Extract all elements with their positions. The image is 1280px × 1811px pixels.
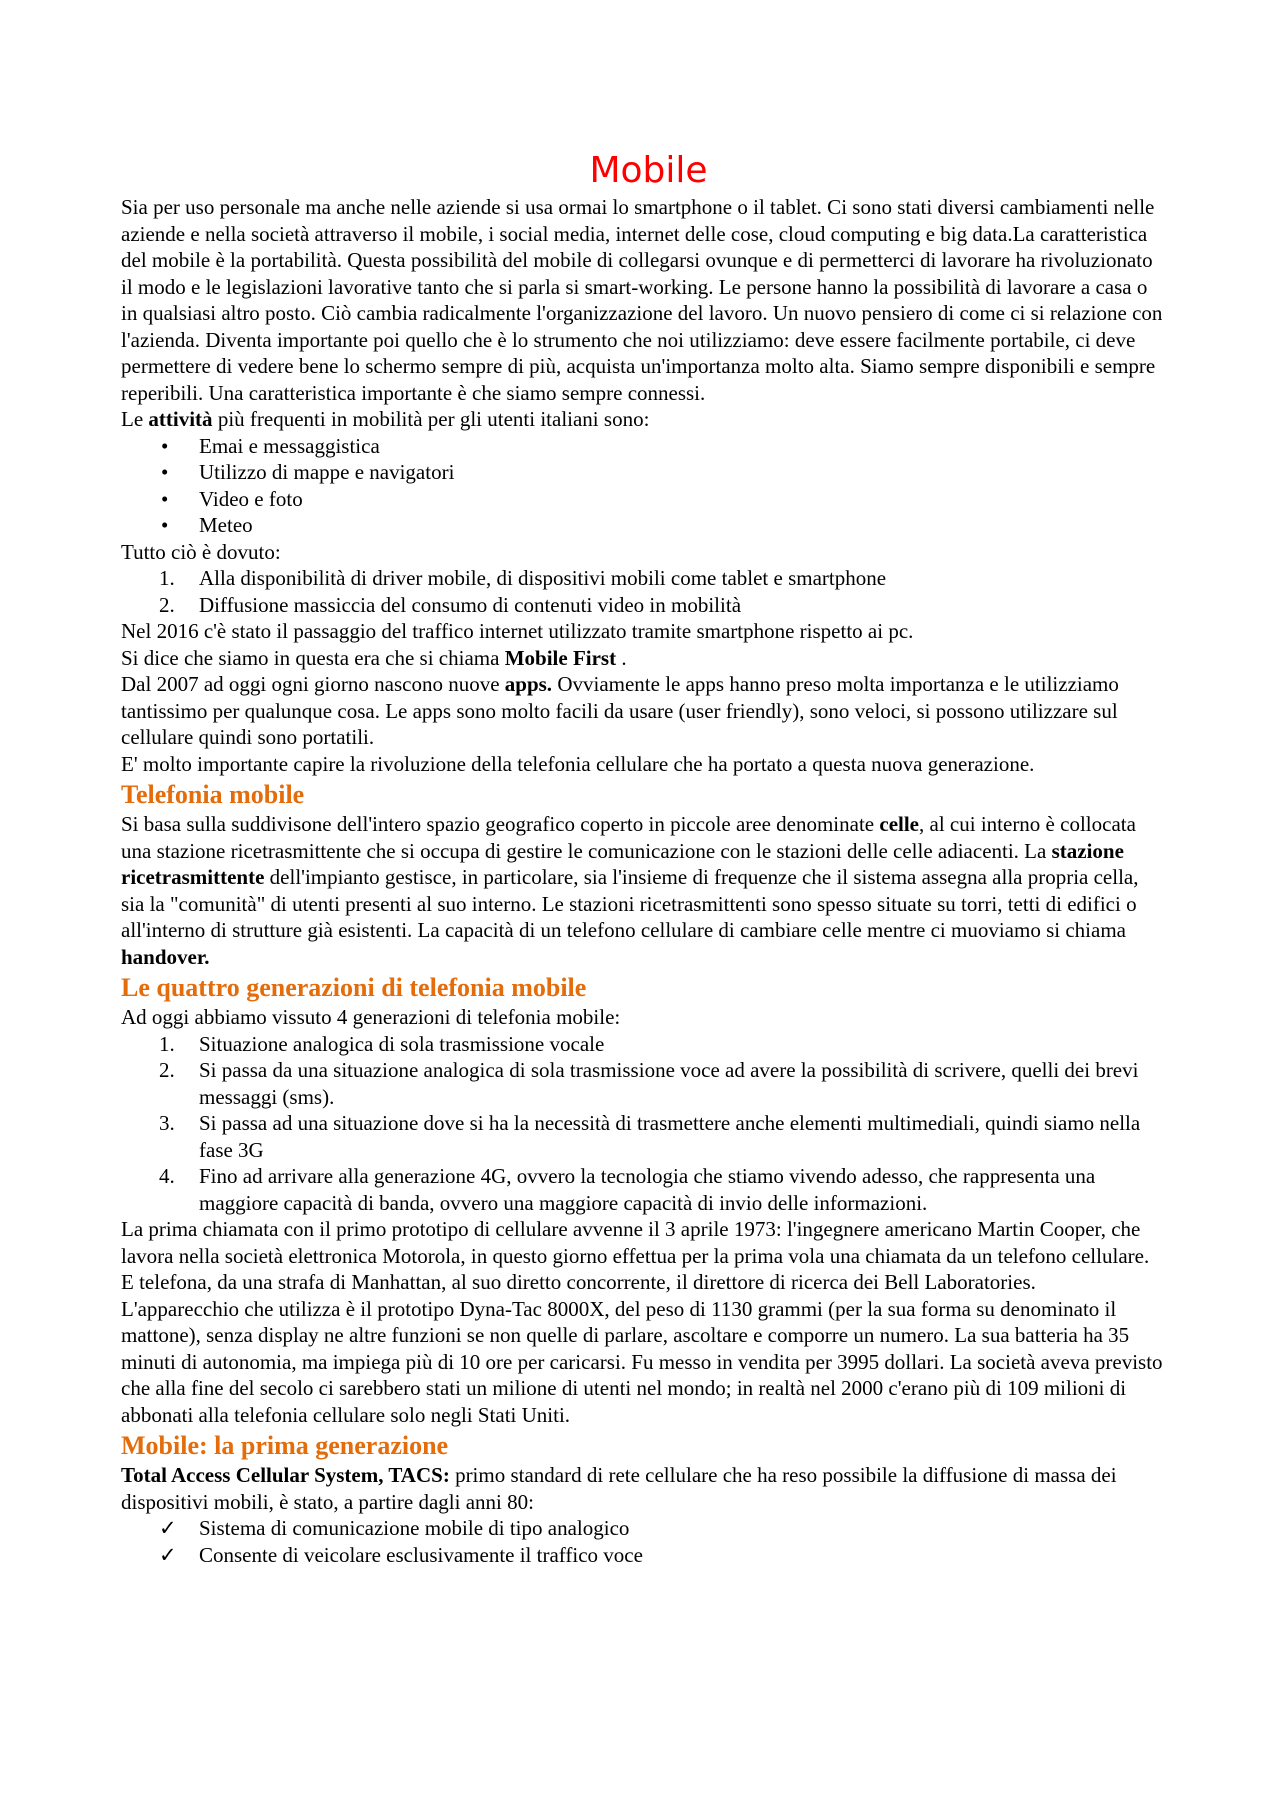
apps-paragraph [121,671,1166,751]
text: Dal 2007 ad oggi ogni giorno nascono nuove [121,672,505,696]
bold-term: handover. [121,944,210,969]
text: , al cui interno è collocata una stazione ricetrasmittente che si occupa di gestire le comunicazione con le stazioni delle celle adiacenti. La [121,812,1136,863]
mobile-first-line [121,645,1166,672]
bold-term: attività [148,407,213,431]
first-call-paragraph: La prima chiamata con il primo prototipo di cellulare avvenne il 3 aprile 1973: l'ingegnere americano Martin Cooper, che lavora nella società elettronica Motorola, in questo giorno effettua per la prima vola una chiamata da un telefono cellulare. E telefona, da una strafa di Manhattan, al suo diretto concorrente, il direttore di ricerca dei Bell Laboratories. [121,1217,1150,1294]
revolution-line: E' molto importante capire la rivoluzione della telefonia cellulare che ha portato a questa nuova generazione. [121,751,1035,776]
text: Ovviamente le apps hanno preso molta importanza e le utilizziamo tantissimo per qualunque cosa. Le apps sono molto facili da usare (user friendly), sono veloci, si possono utilizzare sul cellulare quindi sono portatili. [121,672,1119,749]
bold-term: Mobile First [504,645,617,670]
bullet-marker: • [161,513,169,537]
text: dell'impianto gestisce, in particolare, sia l'insieme di frequenze che il sistema assegna alla propria cella, sia la "comunità" di utenti presenti al suo interno. Le stazioni ricetrasmittenti sono spesso situate su torri, tetti di edifici o all'interno di strutture già esistenti. La capacità di un telefono cellulare di cambiare celle mentre ci muoviamo si chiama [121,865,1139,942]
text: più frequenti in mobilità per gli utenti italiani sono: [212,407,650,431]
list-item [121,1031,1166,1058]
list-item [121,1163,1166,1216]
list-item-text: Si passa ad una situazione dove si ha la necessità di trasmettere anche elementi multimediali, quindi siamo nella fase 3G [199,1111,1141,1162]
bullet-marker: • [161,433,169,458]
list-number: 1. [159,1031,175,1056]
list-item [121,459,1166,486]
list-item-text: Emai e messaggistica [199,433,380,458]
list-number: 4. [159,1164,175,1188]
generations-list [121,1031,1166,1217]
intro-paragraph: Sia per uso personale ma anche nelle aziende si usa ormai lo smartphone o il tablet. Ci sono stati diversi cambiamenti nelle aziende e nella società attraverso il mobile, i social media, internet delle cose, cloud computing e big data.La caratteristica del mobile è la portabilità. Questa possibilità del mobile di collegarsi ovunque e di permetterci di lavorare ha rivoluzionato il modo e le legislazioni lavorative tanto che si parla si smart-working. Le persone hanno la possibilità di lavorare a casa o in qualsiasi altro posto. Ciò cambia radicalmente l'organizzazione del lavoro. Un nuovo pensiero di come ci si relazione con l'azienda. Diventa importante poi quello che è lo strumento che noi utilizziamo: deve essere facilmente portabile, ci deve permettere di vedere bene lo schermo sempre di più, acquista un'importanza molto alta. Siamo sempre disponibili e sempre reperibili. Una caratteristica importante è che siamo sempre connessi. [121,195,1163,405]
list-item-text: Diffusione massiccia del consumo di contenuti video in mobilità [199,592,742,617]
generazioni-intro: Ad oggi abbiamo vissuto 4 generazioni di telefonia mobile: [121,1005,621,1029]
bullet-marker: • [161,460,169,484]
list-item-text: Sistema di comunicazione mobile di tipo analogico [199,1516,630,1540]
activities-intro [121,406,1166,433]
list-item [121,1110,1166,1163]
device-paragraph: L'apparecchio che utilizza è il prototipo Dyna-Tac 8000X, del peso di 1130 grammi (per la sua forma su denominato il mattone), senza display ne altre funzioni se non quelle di parlare, ascoltare e comporre un numero. La sua batteria ha 35 minuti di autonomia, ma impiega più di 10 ore per caricarsi. Fu messo in vendita per 3995 dollari. La società aveva previsto che alla fine del secolo ci sarebbero stati un milione di utenti nel mondo; in realtà nel 2000 c'erano più di 109 milioni di abbonati alla telefonia cellulare solo negli Stati Uniti. [121,1296,1163,1427]
list-item [121,592,1166,619]
document-page [121,148,1166,1568]
list-item-text: Consente di veicolare esclusivamente il traffico voce [199,1542,643,1567]
list-number: 2. [159,592,175,617]
text: Si basa sulla suddivisone dell'intero spazio geografico coperto in piccole aree denominate [121,812,880,836]
paragraph-2016: Nel 2016 c'è stato il passaggio del traffico internet utilizzato tramite smartphone rispetto ai pc. [121,619,914,643]
page-title: Mobile [589,150,708,191]
list-item [121,512,1166,539]
bullet-marker: • [161,486,169,511]
list-number: 1. [159,566,175,590]
list-item [121,565,1166,592]
bold-term: apps. [504,672,553,696]
list-item [121,1542,1166,1569]
list-item-text: Meteo [199,513,253,537]
check-icon: ✓ [159,1542,177,1567]
list-item-text: Si passa da una situazione analogica di sola trasmissione voce ad avere la possibilità di scrivere, quelli dei brevi messaggi (sms). [199,1058,1139,1109]
list-item [121,486,1166,513]
section-heading-telefonia: Telefonia mobile [121,780,305,809]
list-item-text: Fino ad arrivare alla generazione 4G, ovvero la tecnologia che stiamo vivendo adesso, che rappresenta una maggiore capacità di banda, ovvero una maggiore capacità di invio delle informazioni. [199,1164,1096,1215]
telefonia-paragraph [121,811,1166,970]
tacs-checklist [121,1515,1166,1568]
bold-term: Total Access Cellular System, TACS: [121,1463,450,1487]
list-item-text: Utilizzo di mappe e navigatori [199,460,455,484]
list-item-text: Video e foto [199,486,303,511]
text: Le [121,407,149,431]
text: . [616,645,627,670]
text: Si dice che siamo in questa era che si chiama [121,645,505,670]
tacs-paragraph [121,1462,1166,1515]
list-item-text: Situazione analogica di sola trasmissione vocale [199,1031,605,1056]
bold-term: stazione ricetrasmittente [121,838,1124,889]
list-item [121,1515,1166,1542]
list-item [121,1057,1166,1110]
due-to-line: Tutto ciò è dovuto: [121,539,281,564]
bold-term: celle [879,812,920,836]
text: primo standard di rete cellulare che ha reso possibile la diffusione di massa dei dispositivi mobili, è stato, a partire dagli anni 80: [121,1463,1117,1514]
activities-list [121,433,1166,539]
list-number: 3. [159,1111,175,1135]
list-number: 2. [159,1058,175,1082]
causes-list [121,565,1166,618]
section-heading-generazioni: Le quattro generazioni di telefonia mobile [121,973,587,1002]
list-item-text: Alla disponibilità di driver mobile, di dispositivi mobili come tablet e smartphone [199,566,887,590]
check-icon: ✓ [159,1516,177,1540]
section-heading-prima-generazione: Mobile: la prima generazione [121,1431,449,1460]
list-item [121,433,1166,460]
